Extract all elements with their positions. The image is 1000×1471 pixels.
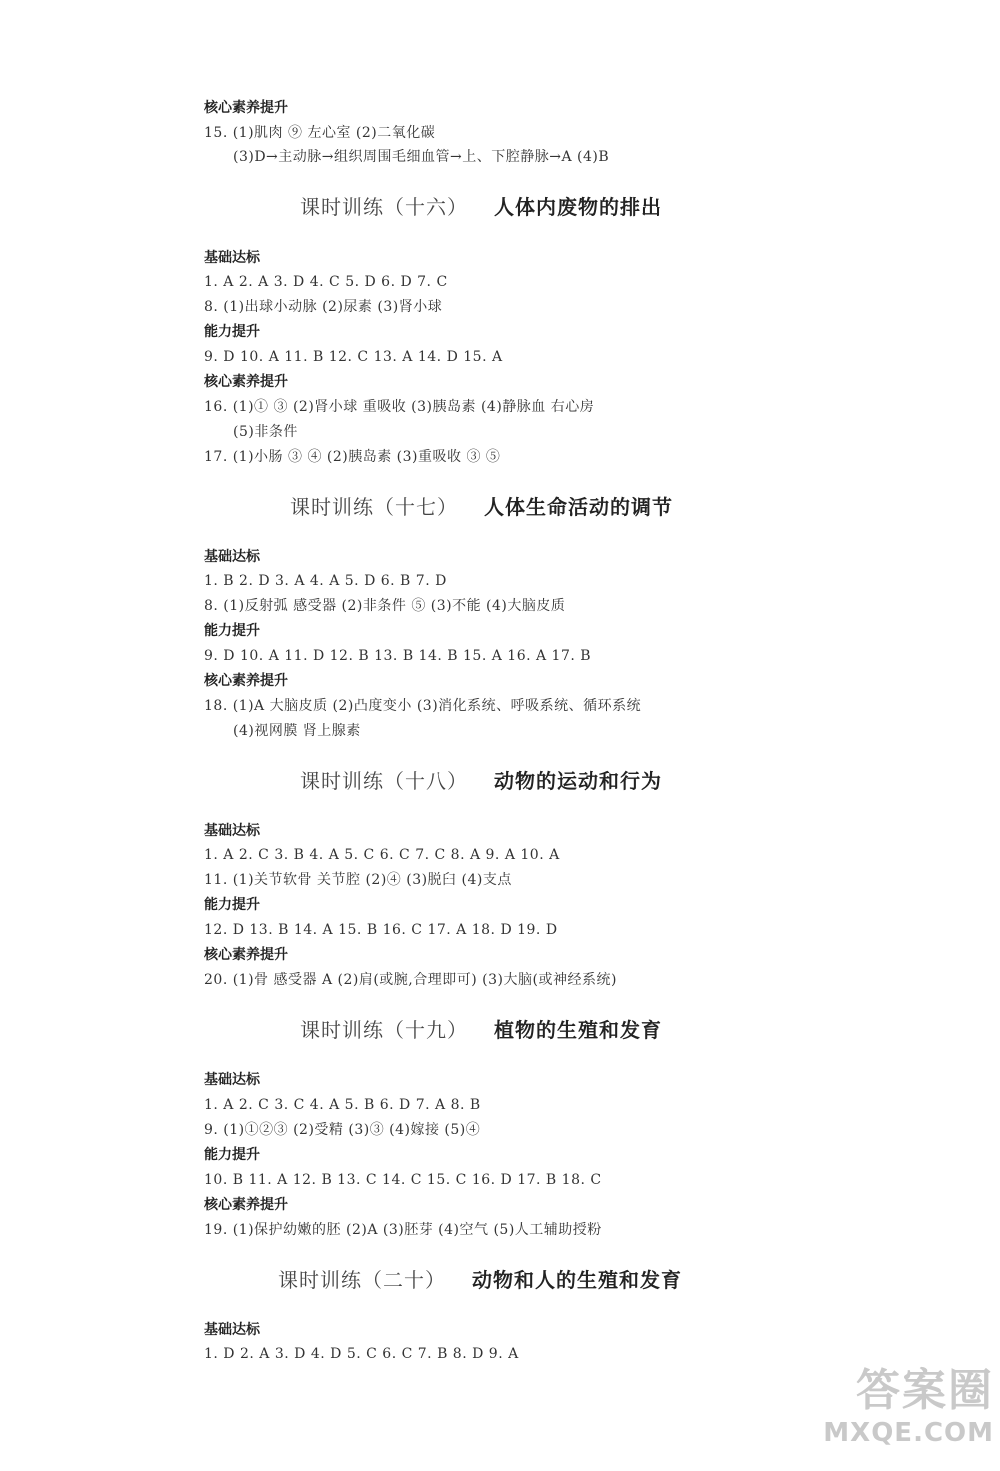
- answer-line: 20. (1)骨 感受器 A (2)肩(或腕,合理即可) (3)大脑(或神经系统): [204, 972, 617, 988]
- answer-line: 9. (1)①②③ (2)受精 (3)③ (4)嫁接 (5)④: [204, 1122, 481, 1138]
- answer-line: 17. (1)小肠 ③ ④ (2)胰岛素 (3)重吸收 ③ ⑤: [204, 449, 501, 465]
- answer-line: 9. D 10. A 11. D 12. B 13. B 14. B 15. A 16. A 17. B: [204, 648, 592, 664]
- section-label-ability: 能力提升: [204, 1147, 260, 1163]
- lesson-title: [300, 1017, 662, 1043]
- section-label-core: 核心素养提升: [204, 947, 288, 963]
- lesson-topic: 动物的运动和行为: [494, 769, 662, 793]
- lesson-topic: 植物的生殖和发育: [494, 1018, 662, 1042]
- lesson-title: [300, 194, 662, 220]
- section-label-basic: 基础达标: [204, 1322, 260, 1338]
- section-label-core: 核心素养提升: [204, 1197, 288, 1213]
- lesson-series: 课时训练（二十）: [278, 1268, 446, 1292]
- answer-line: 16. (1)① ③ (2)肾小球 重吸收 (3)胰岛素 (4)静脉血 右心房: [204, 399, 595, 415]
- watermark-logo-text: 答案圈: [856, 1365, 994, 1416]
- answer-line: 1. B 2. D 3. A 4. A 5. D 6. B 7. D: [204, 573, 447, 589]
- lesson-series: 课时训练（十六）: [300, 195, 468, 219]
- section-label-ability: 能力提升: [204, 897, 260, 913]
- section-label-basic: 基础达标: [204, 549, 260, 565]
- section-label-ability: 能力提升: [204, 324, 260, 340]
- answer-line: 15. (1)肌肉 ⑨ 左心室 (2)二氧化碳: [204, 125, 436, 141]
- answer-line: 1. A 2. C 3. C 4. A 5. B 6. D 7. A 8. B: [204, 1097, 481, 1113]
- answer-line: 8. (1)出球小动脉 (2)尿素 (3)肾小球: [204, 299, 443, 315]
- section-label-core: 核心素养提升: [204, 100, 288, 116]
- lesson-topic: 人体生命活动的调节: [484, 495, 673, 519]
- answer-line: (5)非条件: [233, 424, 298, 440]
- section-label-core: 核心素养提升: [204, 374, 288, 390]
- answer-line: 10. B 11. A 12. B 13. C 14. C 15. C 16. D 17. B 18. C: [204, 1172, 602, 1188]
- lesson-topic: 动物和人的生殖和发育: [472, 1268, 682, 1292]
- answer-line: (4)视网膜 肾上腺素: [233, 723, 361, 739]
- section-label-basic: 基础达标: [204, 1072, 260, 1088]
- lesson-topic: 人体内废物的排出: [494, 195, 662, 219]
- answer-line: 9. D 10. A 11. B 12. C 13. A 14. D 15. A: [204, 349, 503, 365]
- lesson-series: 课时训练（十九）: [300, 1018, 468, 1042]
- site-watermark: [694, 1365, 994, 1465]
- section-label-ability: 能力提升: [204, 623, 260, 639]
- lesson-title: [290, 494, 673, 520]
- lesson-title: [278, 1267, 682, 1293]
- answer-line: 1. D 2. A 3. D 4. D 5. C 6. C 7. B 8. D 9. A: [204, 1346, 519, 1362]
- answer-line: 18. (1)A 大脑皮质 (2)凸度变小 (3)消化系统、呼吸系统、循环系统: [204, 698, 642, 714]
- answer-line: 8. (1)反射弧 感受器 (2)非条件 ⑤ (3)不能 (4)大脑皮质: [204, 598, 566, 614]
- section-label-basic: 基础达标: [204, 823, 260, 839]
- section-label-core: 核心素养提升: [204, 673, 288, 689]
- answer-line: 1. A 2. A 3. D 4. C 5. D 6. D 7. C: [204, 274, 448, 290]
- lesson-series: 课时训练（十八）: [300, 769, 468, 793]
- watermark-domain: MXQE.COM: [823, 1418, 994, 1448]
- answer-line: (3)D→主动脉→组织周围毛细血管→上、下腔静脉→A (4)B: [233, 149, 610, 165]
- section-label-basic: 基础达标: [204, 250, 260, 266]
- answer-line: 12. D 13. B 14. A 15. B 16. C 17. A 18. D 19. D: [204, 922, 558, 938]
- answer-line: 19. (1)保护幼嫩的胚 (2)A (3)胚芽 (4)空气 (5)人工辅助授粉: [204, 1222, 602, 1238]
- lesson-series: 课时训练（十七）: [290, 495, 458, 519]
- lesson-title: [300, 768, 662, 794]
- answer-line: 1. A 2. C 3. B 4. A 5. C 6. C 7. C 8. A 9. A 10. A: [204, 847, 560, 863]
- answer-line: 11. (1)关节软骨 关节腔 (2)④ (3)脱臼 (4)支点: [204, 872, 512, 888]
